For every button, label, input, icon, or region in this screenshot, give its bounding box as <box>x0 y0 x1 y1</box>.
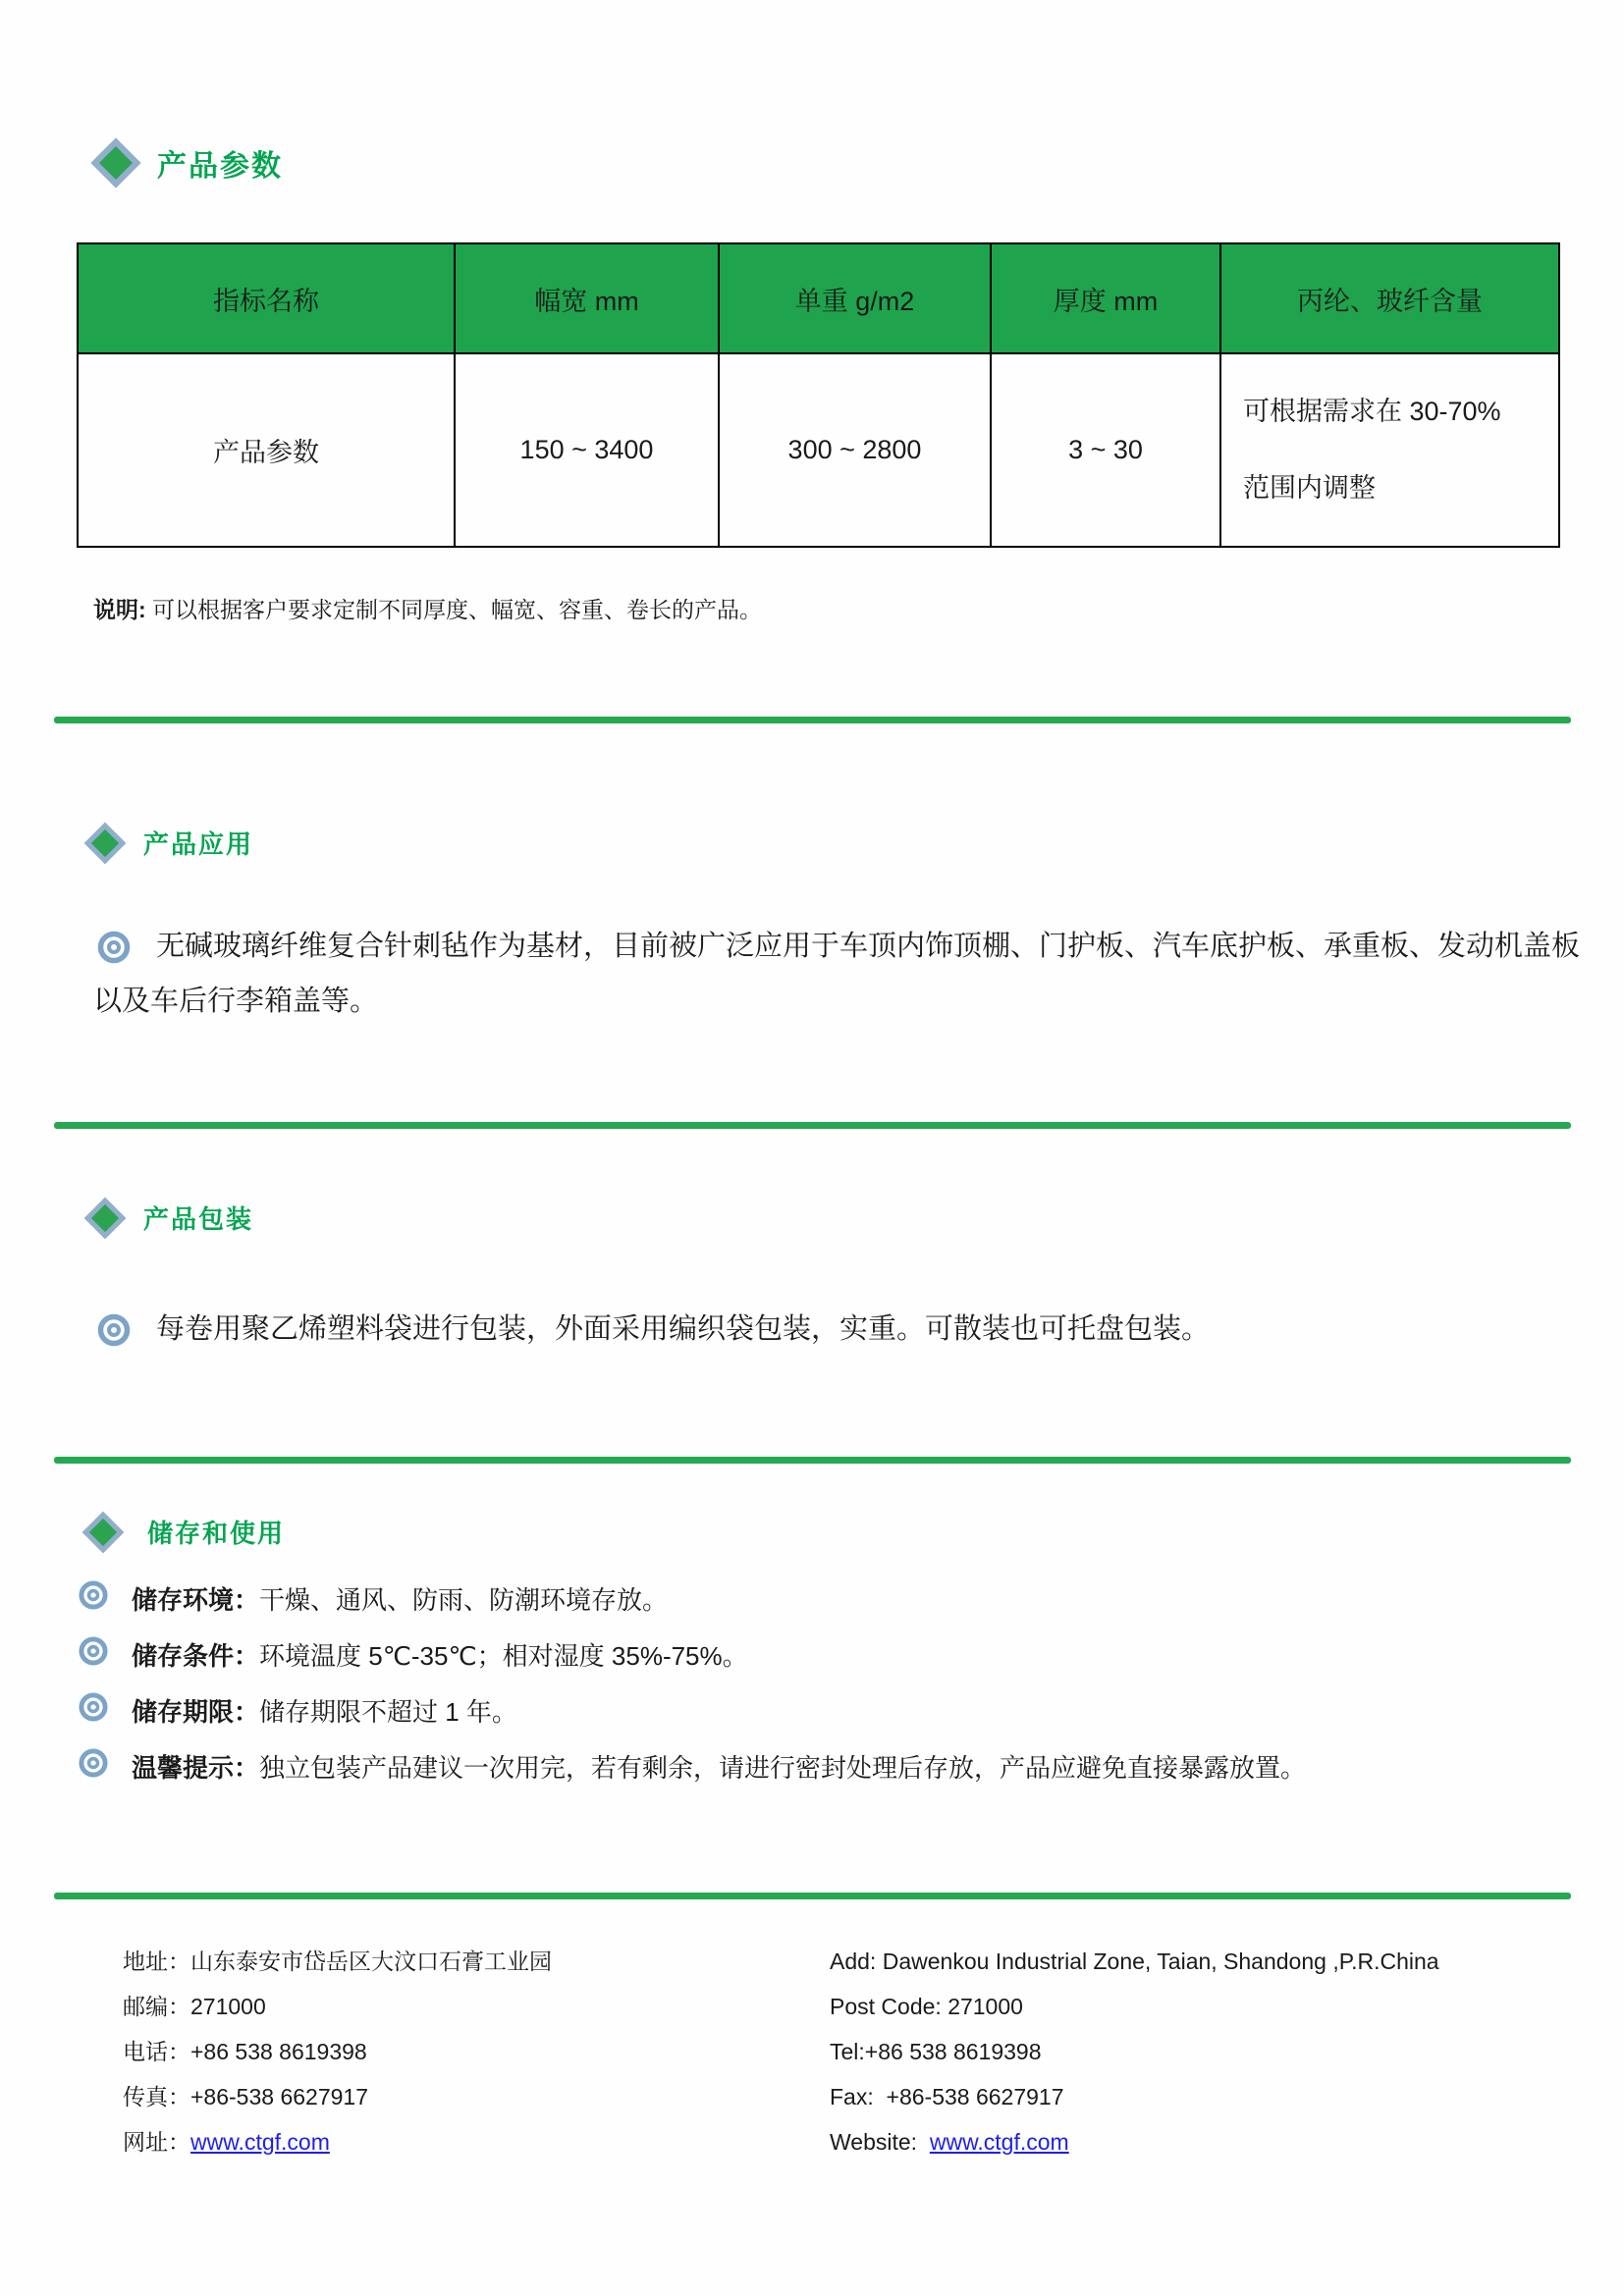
target-rings-icon <box>95 1311 133 1354</box>
footer-contact-cn <box>123 1939 552 2164</box>
website-link[interactable]: www.ctgf.com <box>929 2129 1069 2155</box>
section-divider <box>54 1893 1571 1899</box>
col-header-indicator-name: 指标名称 <box>78 243 455 353</box>
note-label: 说明: <box>93 597 146 622</box>
footer-value: 271000 <box>947 1994 1023 2019</box>
footer-label: 电话： <box>123 2039 190 2064</box>
table-note <box>93 592 762 624</box>
packaging-paragraph-block <box>93 1302 1586 1357</box>
storage-item-environment <box>77 1578 668 1619</box>
storage-item-label: 储存期限： <box>132 1697 260 1727</box>
footer-row-fax <box>123 2074 552 2119</box>
table-header-row <box>78 243 1559 353</box>
section-heading-packaging <box>90 1200 253 1236</box>
fiber-content-line1: 可根据需求在 30-70% <box>1243 396 1501 426</box>
product-parameters-table <box>77 242 1560 548</box>
storage-item-text: 独立包装产品建议一次用完，若有剩余，请进行密封处理后存放，产品应避免直接暴露放置。 <box>259 1753 1307 1783</box>
target-rings-icon <box>77 1578 110 1619</box>
footer-value: +86 538 8619398 <box>864 2039 1042 2064</box>
storage-item-conditions <box>77 1634 748 1675</box>
footer-label: 网址： <box>123 2129 190 2155</box>
diamond-icon <box>84 822 126 863</box>
section-heading-params <box>98 141 283 185</box>
footer-row-phone <box>123 2029 552 2074</box>
target-rings-icon <box>77 1690 110 1731</box>
target-rings-icon <box>77 1746 110 1787</box>
footer-label: 邮编： <box>123 1994 190 2019</box>
footer-contact-en <box>830 1939 1439 2164</box>
footer-label: 传真： <box>123 2084 190 2109</box>
storage-item-duration <box>77 1690 517 1731</box>
cell-width-range: 150 ~ 3400 <box>455 353 719 547</box>
footer-row-postcode <box>123 1984 552 2029</box>
section-title: 储存和使用 <box>147 1519 286 1548</box>
col-header-unit-weight: 单重 g/m2 <box>719 243 991 353</box>
section-title: 产品包装 <box>143 1204 254 1234</box>
table-row <box>78 353 1559 547</box>
footer-row-fax-en <box>830 2074 1439 2119</box>
col-header-thickness: 厚度 mm <box>991 243 1220 353</box>
cell-thickness-range: 3 ~ 30 <box>991 353 1220 547</box>
cell-indicator-name: 产品参数 <box>78 353 455 547</box>
application-paragraph: 无碱玻璃纤维复合针刺毡作为基材，目前被广泛应用于车顶内饰顶棚、门护板、汽车底护板、承重板、发动机盖板以及车后行李箱盖等。 <box>93 931 1581 1017</box>
target-rings-icon <box>95 929 133 971</box>
storage-item-label: 储存环境： <box>132 1585 260 1615</box>
packaging-paragraph: 每卷用聚乙烯塑料袋进行包装，外面采用编织袋包装，实重。可散装也可托盘包装。 <box>156 1313 1211 1345</box>
diamond-icon <box>91 138 141 188</box>
col-header-fiber-content: 丙纶、玻纤含量 <box>1220 243 1559 353</box>
footer-value: +86-538 6627917 <box>190 2084 368 2109</box>
storage-item-text: 储存期限不超过 1 年。 <box>259 1697 517 1727</box>
storage-item-text: 环境温度 5℃-35℃；相对湿度 35%-75%。 <box>259 1641 748 1671</box>
note-text: 可以根据客户要求定制不同厚度、幅宽、容重、卷长的产品。 <box>145 597 763 622</box>
fiber-content-line2: 范围内调整 <box>1243 472 1376 503</box>
section-divider <box>54 717 1571 723</box>
footer-value: +86 538 8619398 <box>190 2039 367 2064</box>
section-heading-application <box>90 825 253 861</box>
cell-fiber-content <box>1220 353 1559 547</box>
footer-label: Fax: <box>830 2084 874 2109</box>
section-heading-storage <box>88 1514 285 1550</box>
cell-weight-range: 300 ~ 2800 <box>719 353 991 547</box>
diamond-icon <box>82 1511 124 1552</box>
footer-row-address <box>123 1939 552 1984</box>
footer-value: 山东泰安市岱岳区大汶口石膏工业园 <box>190 1949 552 1974</box>
footer-label: Website: <box>830 2129 918 2155</box>
diamond-icon <box>84 1197 126 1238</box>
section-title: 产品参数 <box>157 150 283 183</box>
footer-label: 地址： <box>123 1949 190 1974</box>
footer-row-phone-en <box>830 2029 1439 2074</box>
col-header-width: 幅宽 mm <box>455 243 719 353</box>
storage-item-label: 储存条件： <box>132 1641 260 1671</box>
target-rings-icon <box>77 1634 110 1675</box>
application-paragraph-block <box>93 919 1586 1029</box>
website-link[interactable]: www.ctgf.com <box>190 2129 330 2155</box>
footer-row-address-en <box>830 1939 1439 1984</box>
footer-value: Dawenkou Industrial Zone, Taian, Shandong ,P.R.China <box>882 1949 1439 1974</box>
section-title: 产品应用 <box>143 829 254 859</box>
storage-item-tips <box>77 1746 1306 1787</box>
storage-item-text: 干燥、通风、防雨、防潮环境存放。 <box>259 1585 669 1615</box>
section-divider <box>54 1457 1571 1464</box>
footer-row-website <box>123 2119 552 2164</box>
storage-item-label: 温馨提示： <box>132 1753 260 1783</box>
footer-label: Tel: <box>830 2039 865 2064</box>
footer-value: 271000 <box>190 1994 266 2019</box>
footer-label: Post Code: <box>830 1994 942 2019</box>
footer-row-website-en <box>830 2119 1439 2164</box>
footer-value: +86-538 6627917 <box>886 2084 1064 2109</box>
footer-row-postcode-en <box>830 1984 1439 2029</box>
section-divider <box>54 1122 1571 1129</box>
footer-label: Add: <box>830 1949 877 1974</box>
